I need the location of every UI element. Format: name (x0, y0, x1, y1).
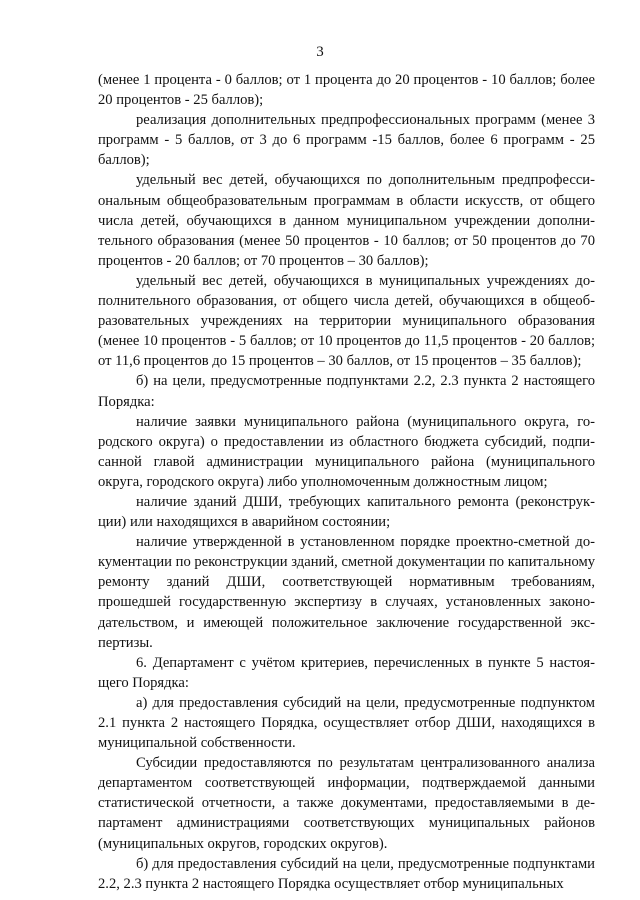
paragraph-8: наличие утвержденной в установленном порядке проектно-сметной документации по реконструкции зданий, сметной документации по капитальному ремонту зданий ДШИ, соответствующей нормативным требованиям, прошедшей государственную экспертизу в случаях, установленных законодательством, и имеющей положительное заключение государственной экспертизы. (98, 534, 595, 651)
paragraph-3: удельный вес детей, обучающихся по дополнительным предпрофессиональным общеобразовательным программам в области искусств, от общего числа детей, обучающихся в данном муниципальном учреждении дополнительного образования (менее 50 процентов - 10 баллов; от 50 процентов до 70 процентов - 20 баллов; от 70 процентов – 30 баллов); (98, 172, 595, 269)
page-number: 3 (316, 44, 324, 60)
paragraph-1: (менее 1 процента - 0 баллов; от 1 процента до 20 процентов - 10 баллов; более 20 процентов - 25 баллов); (98, 72, 595, 109)
document-body (98, 70, 595, 894)
paragraph-2: реализация дополнительных предпрофессиональных программ (менее 3 программ - 5 баллов, от 3 до 6 программ -15 баллов, более 6 программ - 25 баллов); (98, 112, 595, 169)
paragraph-6: наличие заявки муниципального района (муниципального округа, городского округа) о предоставлении из областного бюджета субсидий, подписанной главой администрации муниципального района (муниципального округа, городского округа) либо уполномоченным должностным лицом; (98, 413, 595, 490)
paragraph-7: наличие зданий ДШИ, требующих капитального ремонта (реконструкции) или находящихся в аварийном состоянии; (98, 493, 595, 531)
paragraph-5: б) на цели, предусмотренные подпунктами 2.2, 2.3 пункта 2 настоящего Порядка: (98, 373, 595, 410)
paragraph-12: б) для предоставления субсидий на цели, предусмотренные подпунктами 2.2, 2.3 пункта 2 настоящего Порядка осуществляет отбор муниципальных (98, 855, 595, 892)
paragraph-11: Субсидии предоставляются по результатам централизованного анализа департаментом соответствующей информации, подтверждаемой данными статистической отчетности, а также документами, предоставляемыми в департамент администрациями соответствующих муниципальных районов (муниципальных округов, городских округов). (98, 755, 595, 852)
paragraph-9: 6. Департамент с учётом критериев, перечисленных в пункте 5 настоящего Порядка: (98, 654, 595, 691)
paragraph-4: удельный вес детей, обучающихся в муниципальных учреждениях дополнительного образования, от общего числа детей, обучающихся в общеобразовательных учреждениях на территории муниципального образования (менее 10 процентов - 5 баллов; от 10 процентов до 11,5 процентов - 20 баллов; от 11,6 процентов до 15 процентов – 30 баллов, от 15 процентов – 35 баллов); (98, 272, 595, 370)
paragraph-10: а) для предоставления субсидий на цели, предусмотренные подпунктом 2.1 пункта 2 настоящего Порядка, осуществляет отбор ДШИ, находящихся в муниципальной собственности. (98, 694, 595, 752)
